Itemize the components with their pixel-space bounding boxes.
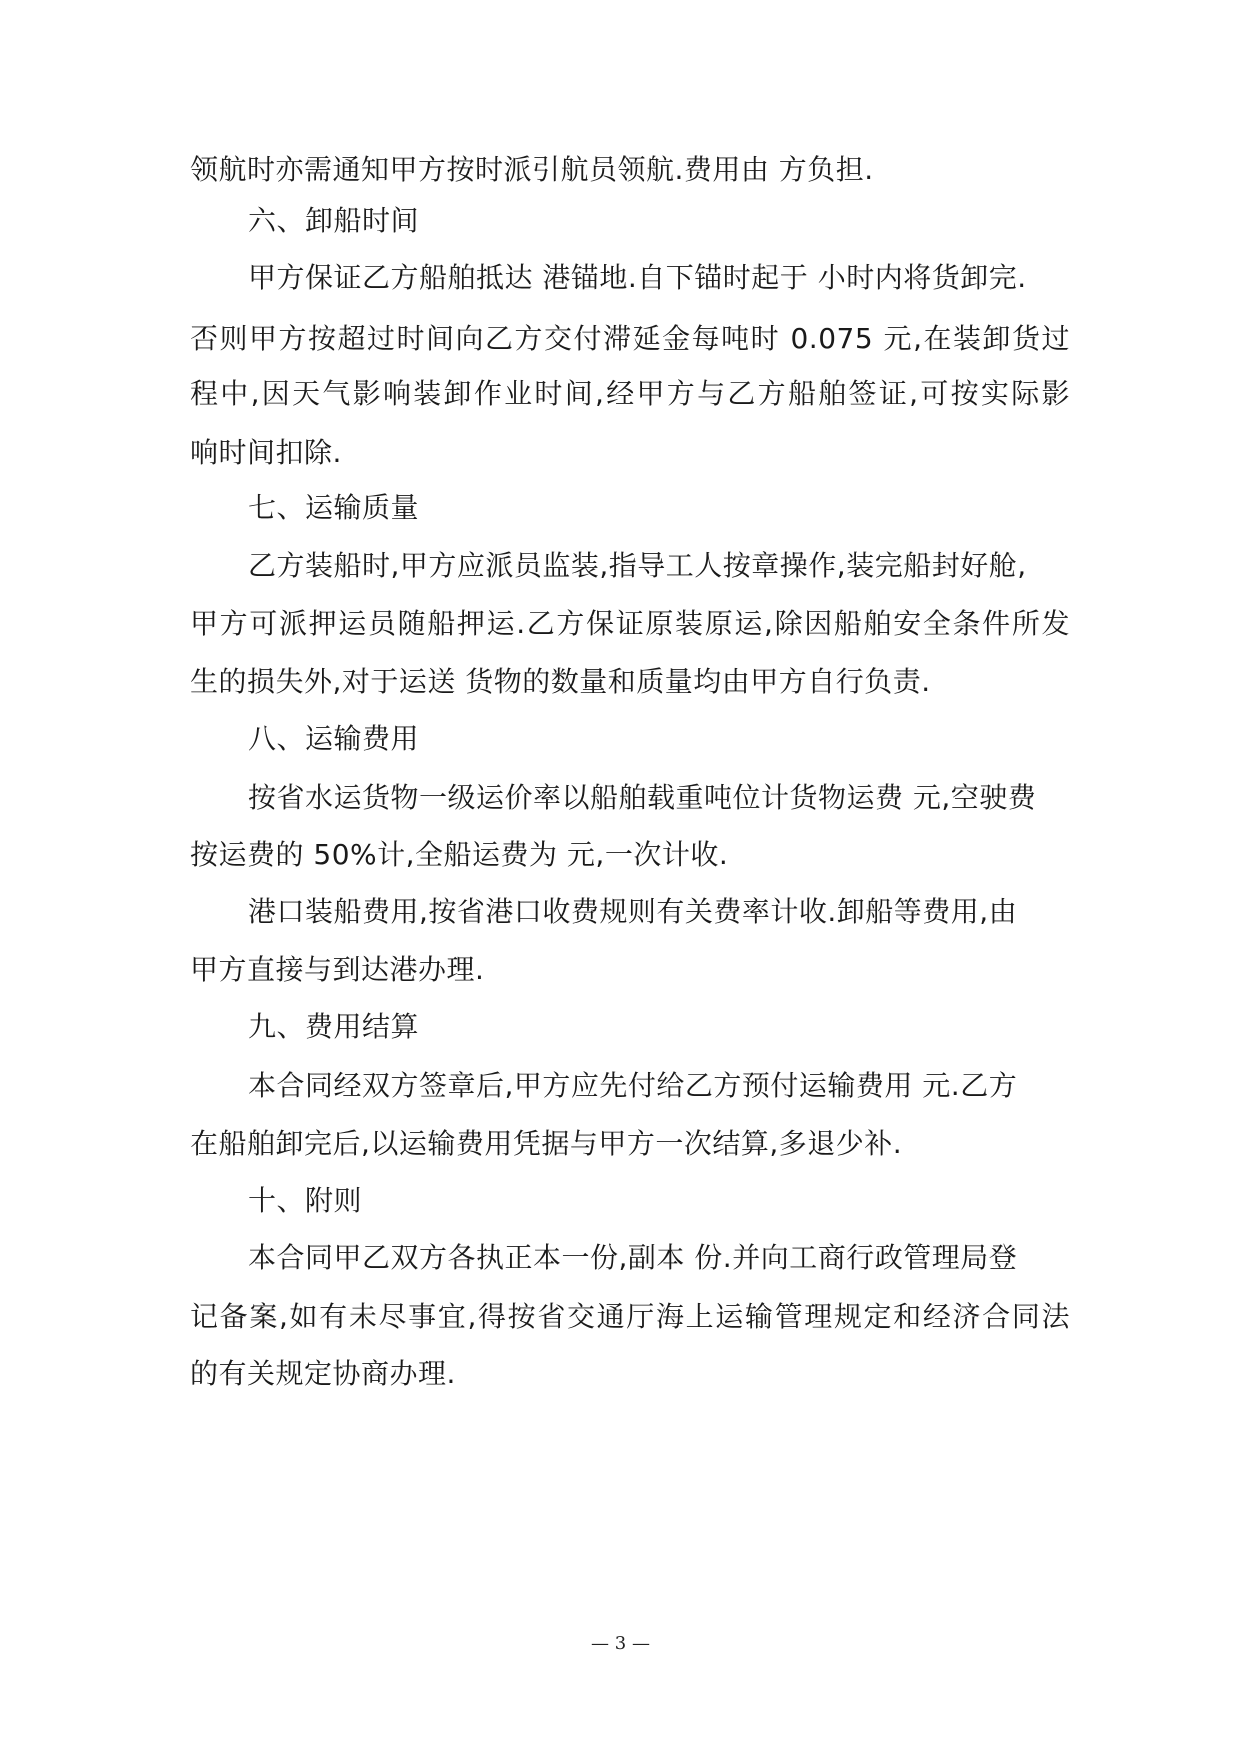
body-line: 甲方保证乙方船舶抵达 港锚地.自下锚时起于 小时内将货卸完.: [248, 261, 1027, 294]
body-line: 甲方可派押运员随船押运.乙方保证原装原运,除因船舶安全条件所发: [190, 607, 1070, 640]
body-line: 在船舶卸完后,以运输费用凭据与甲方一次结算,多退少补.: [190, 1127, 903, 1160]
body-line: 记备案,如有未尽事宜,得按省交通厅海上运输管理规定和经济合同法: [190, 1300, 1070, 1333]
page-number: — 3 —: [591, 1633, 650, 1654]
body-line: 领航时亦需通知甲方按时派引航员领航.费用由 方负担.: [190, 153, 874, 186]
body-line: 响时间扣除.: [190, 436, 342, 469]
section-heading-appendix: 十、附则: [248, 1184, 363, 1217]
body-line: 程中,因天气影响装卸作业时间,经甲方与乙方船舶签证,可按实际影: [190, 377, 1070, 410]
body-line: 的有关规定协商办理.: [190, 1357, 456, 1390]
body-line: 按省水运货物一级运价率以船舶载重吨位计货物运费 元,空驶费: [248, 781, 1037, 814]
body-line: 港口装船费用,按省港口收费规则有关费率计收.卸船等费用,由: [248, 895, 1018, 928]
body-line: 本合同甲乙双方各执正本一份,副本 份.并向工商行政管理局登: [248, 1241, 1018, 1274]
body-line: 按运费的 50%计,全船运费为 元,一次计收.: [190, 838, 729, 871]
section-heading-transport-quality: 七、运输质量: [248, 491, 420, 524]
body-line: 生的损失外,对于运送 货物的数量和质量均由甲方自行负责.: [190, 665, 931, 698]
body-line: 甲方直接与到达港办理.: [190, 953, 485, 986]
body-line: 乙方装船时,甲方应派员监装,指导工人按章操作,装完船封好舱,: [248, 549, 1027, 582]
section-heading-unloading-time: 六、卸船时间: [248, 204, 420, 237]
section-heading-transport-cost: 八、运输费用: [248, 722, 420, 755]
body-line: 否则甲方按超过时间向乙方交付滞延金每吨时 0.075 元,在装卸货过: [190, 322, 1070, 355]
section-heading-settlement: 九、费用结算: [248, 1010, 420, 1043]
body-line: 本合同经双方签章后,甲方应先付给乙方预付运输费用 元.乙方: [248, 1069, 1018, 1102]
